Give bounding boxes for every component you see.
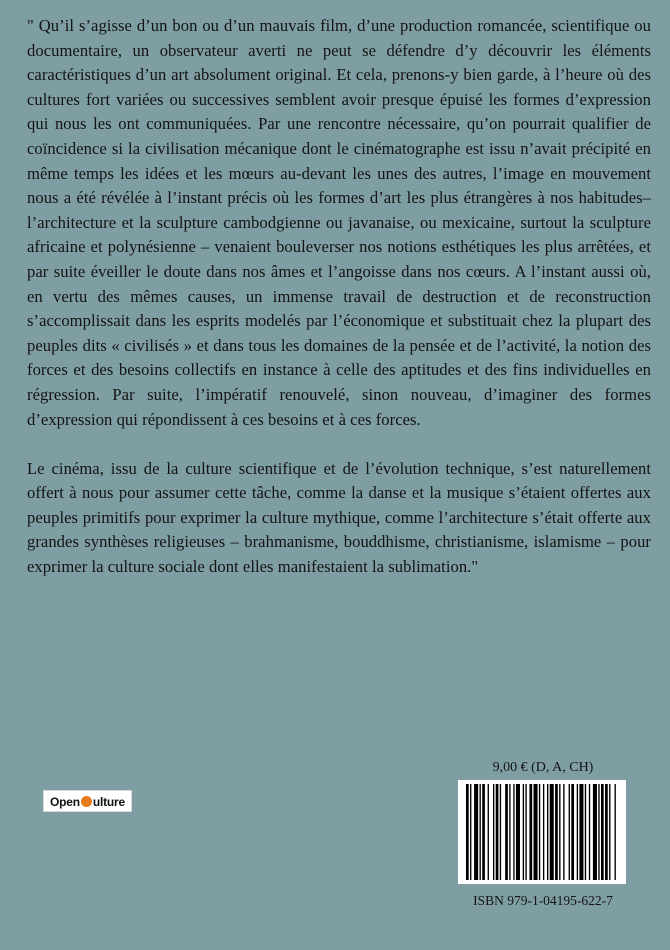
barcode-bars-icon bbox=[458, 780, 626, 884]
logo-c-circle-icon bbox=[81, 796, 92, 807]
isbn-label: ISBN 979-1-04195-622-7 bbox=[473, 893, 613, 908]
blurb-paragraph-1: " Qu’il s’agisse d’un bon ou d’un mauvais film, d’une production romancée, scientifique ou documentaire, un observateur averti ne peut se défendre d’y découvrir les éléments caractéristiques d’un art absolument original. Et cela, prenons-y bien garde, à l’heure où des cultures fort variées ou successives semblent avoir presque épuisé les formes d’expression qui nous les ont communiquées. Par une rencontre nécessaire, qu’on pourrait qualifier de coïncidence si la civilisation mécanique dont le cinématographe est issu n’avait précipité en même temps les idées et les mœurs au-devant les unes des autres, l’image en mouvement nous a été révélée à l’instant précis où les formes d’art les plus étrangères à nos habitudes– l’architecture et la sculpture cambodgienne ou javanaise, ou mexicaine, surtout la sculpture africaine et polynésienne – venaient bouleverser nos notions esthétiques les plus arrêtées, et par suite éveiller le doute dans nos âmes et l’angoisse dans nos cœurs. A l’instant aussi où, en vertu des mêmes causes, un immense travail de destruction et de reconstruction s’accomplissait dans les esprits modelés par l’économique et substituait chez la plupart des peuples dits « civilisés » et dans tous les domaines de la pensée et de l’activité, la notion des forces et des besoins collectifs en instance à celle des aptitudes et des fins individuelles en régression. Par suite, l’impératif renouvelé, sinon nouveau, d’imaginer des formes d’expression qui répondissent à ces besoins et à ces forces. bbox=[27, 16, 651, 429]
logo-text-ulture: ulture bbox=[92, 795, 125, 809]
barcode bbox=[458, 780, 626, 884]
openculture-logo bbox=[43, 790, 132, 812]
back-cover-blurb bbox=[27, 14, 651, 580]
blurb-paragraph-2: Le cinéma, issu de la culture scientifique et de l’évolution technique, s’est naturellement offert à nous pour assumer cette tâche, comme la danse et la musique s’étaient offertes aux peuples primitifs pour exprimer la culture mythique, comme l’architecture s’était offerte aux grandes synthèses religieuses – brahmanisme, bouddhisme, christianisme, islamisme – pour exprimer la culture sociale dont elles manifestaient la sublimation." bbox=[27, 458, 651, 577]
logo-text-open: Open bbox=[49, 795, 80, 809]
price-label: 9,00 € (D, A, CH) bbox=[492, 760, 594, 775]
